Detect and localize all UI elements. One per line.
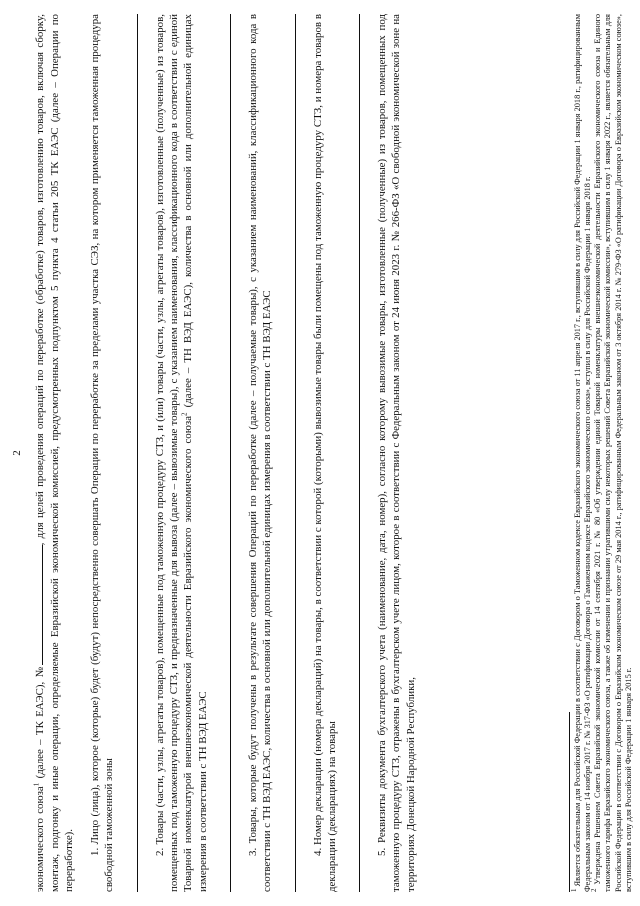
page-number: 2 (11, 450, 23, 456)
footnote-ref-2: 2 (180, 412, 189, 416)
footnote-2-mark: 2 (590, 888, 599, 892)
item-3-fill-line[interactable] (277, 14, 296, 892)
item-2-label (153, 14, 210, 892)
intro-paragraph (32, 14, 76, 892)
item-2-text-b: (далее – ТН ВЭД ЕАЭС), количества в основной или дополнительной единицах измерения в соответствии с ТН ВЭД ЕАЭС (182, 14, 209, 892)
footnote-ref-1: 1 (32, 782, 41, 787)
footnote-1 (570, 14, 593, 892)
intro-text-2: (далее – ТК ЕАЭС), № (34, 665, 47, 783)
item-4-fill-line[interactable] (341, 14, 360, 892)
intro-text-3: , для целей проведения операций по переработке (обработке) товаров, изготовлению товаров, включая сборку, монтаж, подгонку и иные операции, определяемые Евразийской экономической комиссией, предусмотренных подпунктом 5 пункта 4 статьи 205 ТК ЕАЭС (далее – Операции по переработке). (34, 14, 75, 892)
footnote-2 (590, 14, 634, 892)
footnote-1-mark: 1 (570, 888, 579, 892)
footnote-divider (569, 712, 570, 892)
item-5-label: 5. Реквизиты документа бухгалтерского учета (наименование, дата, номер), согласно которому вывозимые товары, изготовленные (полученные) из товаров, помещенных под таможенную процедуру СТЗ, отражены в бухгалтерском учете лицом, которое в соответствии с Федеральным законом от 24 июня 2023 г. № 266-ФЗ «О свободной экономической зоне на территориях Донецкой Народной Республики, (376, 14, 417, 892)
intro-text-1: экономического союза (34, 786, 47, 892)
footnotes (569, 14, 634, 892)
item-4-label: 4. Номер декларации (номера деклараций) на товары, в соответствии с которой (которыми) вывозимые товары были помещены под таможенную процедуру СТЗ, и номера товаров в декларации (декларациях) на товары (311, 14, 338, 892)
footnote-2-text: Утверждена Решением Совета Евразийской экономической комиссии от 14 сентября 2021 г. № 80 «Об утверждении единой Товарной номенклатуры внешнеэкономической деятельности Евразийского экономического союза и Единого таможенного тарифа Евразийского экономического союза, а также об изменении и признании утратившими силу некоторых решений Совета Евразийской экономической комиссии», вступившим в силу 1 января 2022 г., является обязательным для Российской Федерации в соответствии с Договором о Евразийском экономическом союзе от 29 мая 2014 г., ратифицированным Федеральным законом от 3 октября 2014 г. № 279-ФЗ «О ратификации Договора о Евразийском экономическом союзе», вступившим в силу для Российской Федерации 1 января 2015 г. (593, 14, 633, 892)
item-1-fill-line[interactable] (119, 14, 138, 892)
item-1-label: 1. Лицо (лица), которое (которые) будет (будут) непосредственно совершать Операции по переработке за пределами участка СЭЗ, на котором применяется таможенная процедура свободной таможенной зоны (89, 14, 116, 892)
number-blank-field[interactable] (32, 545, 43, 665)
item-3-label: 3. Товары, которые будут получены в результате совершения Операций по переработке (далее – получаемые товары), с указанием наименований, классификационного кода в соответствии с ТН ВЭД ЕАЭС, количества в основной или дополнительной единицах измерения в соответствии с ТН ВЭД ЕАЭС (246, 14, 274, 892)
footnote-1-text: Является обязательным для Российской Федерации в соответствии с Договором о Таможенном кодексе Евразийского экономического союза от 11 апреля 2017 г., вступившим в силу для Российской Федерации 1 января 2018 г., ратифицированным Федеральным законом от 14 ноября 2017 г. № 317-ФЗ «О ратификации Договора о Таможенном кодексе Евразийского экономического союза», вступил в силу для Российской Федерации 1 января 2018 г. (572, 14, 592, 892)
item-2-text-a: 2. Товары (части, узлы, агрегаты товаров), помещенные под таможенную процедуру СТЗ, и (или) товары (части, узлы, агрегаты товаров), изготовленные (полученные) из товаров, помещенных под таможенную процедуру СТЗ, и предназначенные для вывоза (далее – вывозимые товары), с указанием наименования, классификационного кода в соответствии с единой Товарной номенклатурой внешнеэкономической деятельности Евразийского экономического союза (153, 14, 195, 892)
item-2-fill-line[interactable] (212, 14, 231, 892)
